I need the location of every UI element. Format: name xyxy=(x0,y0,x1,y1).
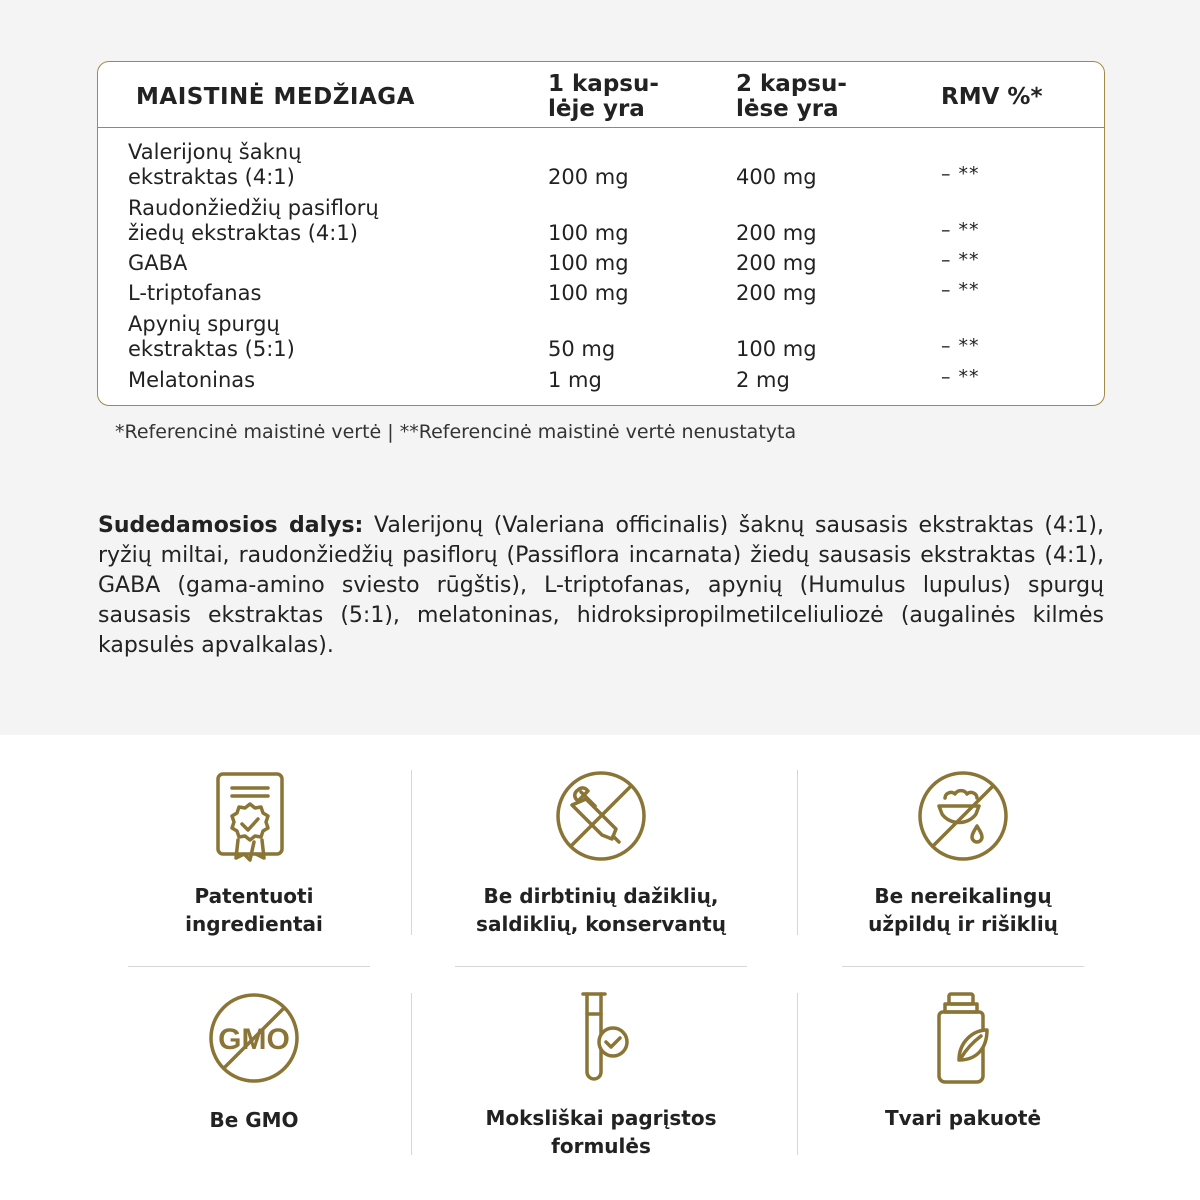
feature-label: Be dirbtinių dažiklių, saldiklių, konservantų xyxy=(476,884,726,936)
feature-no-gmo xyxy=(134,990,374,1134)
feature-divider xyxy=(455,966,747,967)
feature-label: Moksliškai pagrįstos formulės xyxy=(485,1106,717,1158)
one-capsule-value: 100 mg xyxy=(548,221,629,245)
test-tube-check-icon xyxy=(553,990,649,1086)
feature-label: Be GMO xyxy=(209,1108,299,1132)
nutrient-name: L-triptofanas xyxy=(128,281,262,305)
feature-label: Tvari pakuotė xyxy=(884,1106,1042,1130)
nutrition-table xyxy=(97,61,1105,406)
header-two-capsules: 2 kapsu- lėse yra xyxy=(736,71,847,122)
eco-jar-leaf-icon xyxy=(915,990,1011,1086)
header-nutrient: MAISTINĖ MEDŽIAGA xyxy=(136,84,415,110)
two-capsules-value: 2 mg xyxy=(736,368,790,392)
rmv-value: – ** xyxy=(941,249,980,271)
rmv-value: – ** xyxy=(941,335,980,357)
one-capsule-value: 50 mg xyxy=(548,337,616,361)
feature-divider xyxy=(842,966,1084,967)
rmv-value: – ** xyxy=(941,219,980,241)
ingredients-label: Sudedamosios dalys: xyxy=(98,513,364,538)
header-divider xyxy=(98,127,1104,128)
header-rmv: RMV %* xyxy=(941,84,1043,110)
feature-divider xyxy=(128,966,370,967)
table-footnote: *Referencinė maistinė vertė | **Referencinė maistinė vertė nenustatyta xyxy=(115,421,797,443)
two-capsules-value: 200 mg xyxy=(736,281,817,305)
nutrient-name: GABA xyxy=(128,251,188,275)
one-capsule-value: 1 mg xyxy=(548,368,602,392)
nutrient-name: Valerijonų šaknų ekstraktas (4:1) xyxy=(128,140,302,189)
ingredients-paragraph xyxy=(98,511,1104,661)
one-capsule-value: 100 mg xyxy=(548,251,629,275)
two-capsules-value: 200 mg xyxy=(736,221,817,245)
nutrient-name: Raudonžiedžių pasiflorų žiedų ekstraktas (4:1) xyxy=(128,196,379,245)
two-capsules-value: 200 mg xyxy=(736,251,817,275)
feature-divider xyxy=(797,993,798,1155)
feature-label: Patentuoti ingredientai xyxy=(185,884,323,936)
rmv-value: – ** xyxy=(941,366,980,388)
two-capsules-value: 100 mg xyxy=(736,337,817,361)
certificate-badge-icon xyxy=(208,768,300,864)
feature-divider xyxy=(797,770,798,935)
no-dropper-icon xyxy=(553,768,649,864)
feature-patented-ingredients xyxy=(134,768,374,938)
nutrient-name: Apynių spurgų ekstraktas (5:1) xyxy=(128,312,295,361)
rmv-value: – ** xyxy=(941,279,980,301)
no-gmo-icon xyxy=(206,990,302,1086)
feature-divider xyxy=(411,770,412,935)
no-fillers-icon xyxy=(915,768,1011,864)
rmv-value: – ** xyxy=(941,163,980,185)
feature-no-artificial-additives xyxy=(455,768,747,938)
one-capsule-value: 200 mg xyxy=(548,165,629,189)
feature-sustainable-packaging xyxy=(842,990,1084,1132)
nutrient-name: Melatoninas xyxy=(128,368,256,392)
one-capsule-value: 100 mg xyxy=(548,281,629,305)
header-one-capsule: 1 kapsu- lėje yra xyxy=(548,71,659,122)
two-capsules-value: 400 mg xyxy=(736,165,817,189)
feature-science-based xyxy=(455,990,747,1160)
ingredients-text: Valerijonų (Valeriana officinalis) šaknų sausasis ekstraktas (4:1), ryžių miltai, raudonžiedžių pasiflorų (Passiflora incarnata) žiedų sausasis ekstraktas (4:1), GABA (gama-amino sviesto rūgštis), L-triptofanas, apynių (Humulus lupulus) spurgų sausasis ekstraktas (5:1), melatoninas, hidroksipropilmetilceliuliozė (augalinės kilmės kapsulės apvalkalas). xyxy=(98,513,1104,658)
feature-label: Be nereikalingų užpildų ir rišiklių xyxy=(868,884,1058,936)
feature-divider xyxy=(411,993,412,1155)
gmo-icon-text: GMO xyxy=(218,1023,290,1056)
feature-no-fillers xyxy=(842,768,1084,938)
